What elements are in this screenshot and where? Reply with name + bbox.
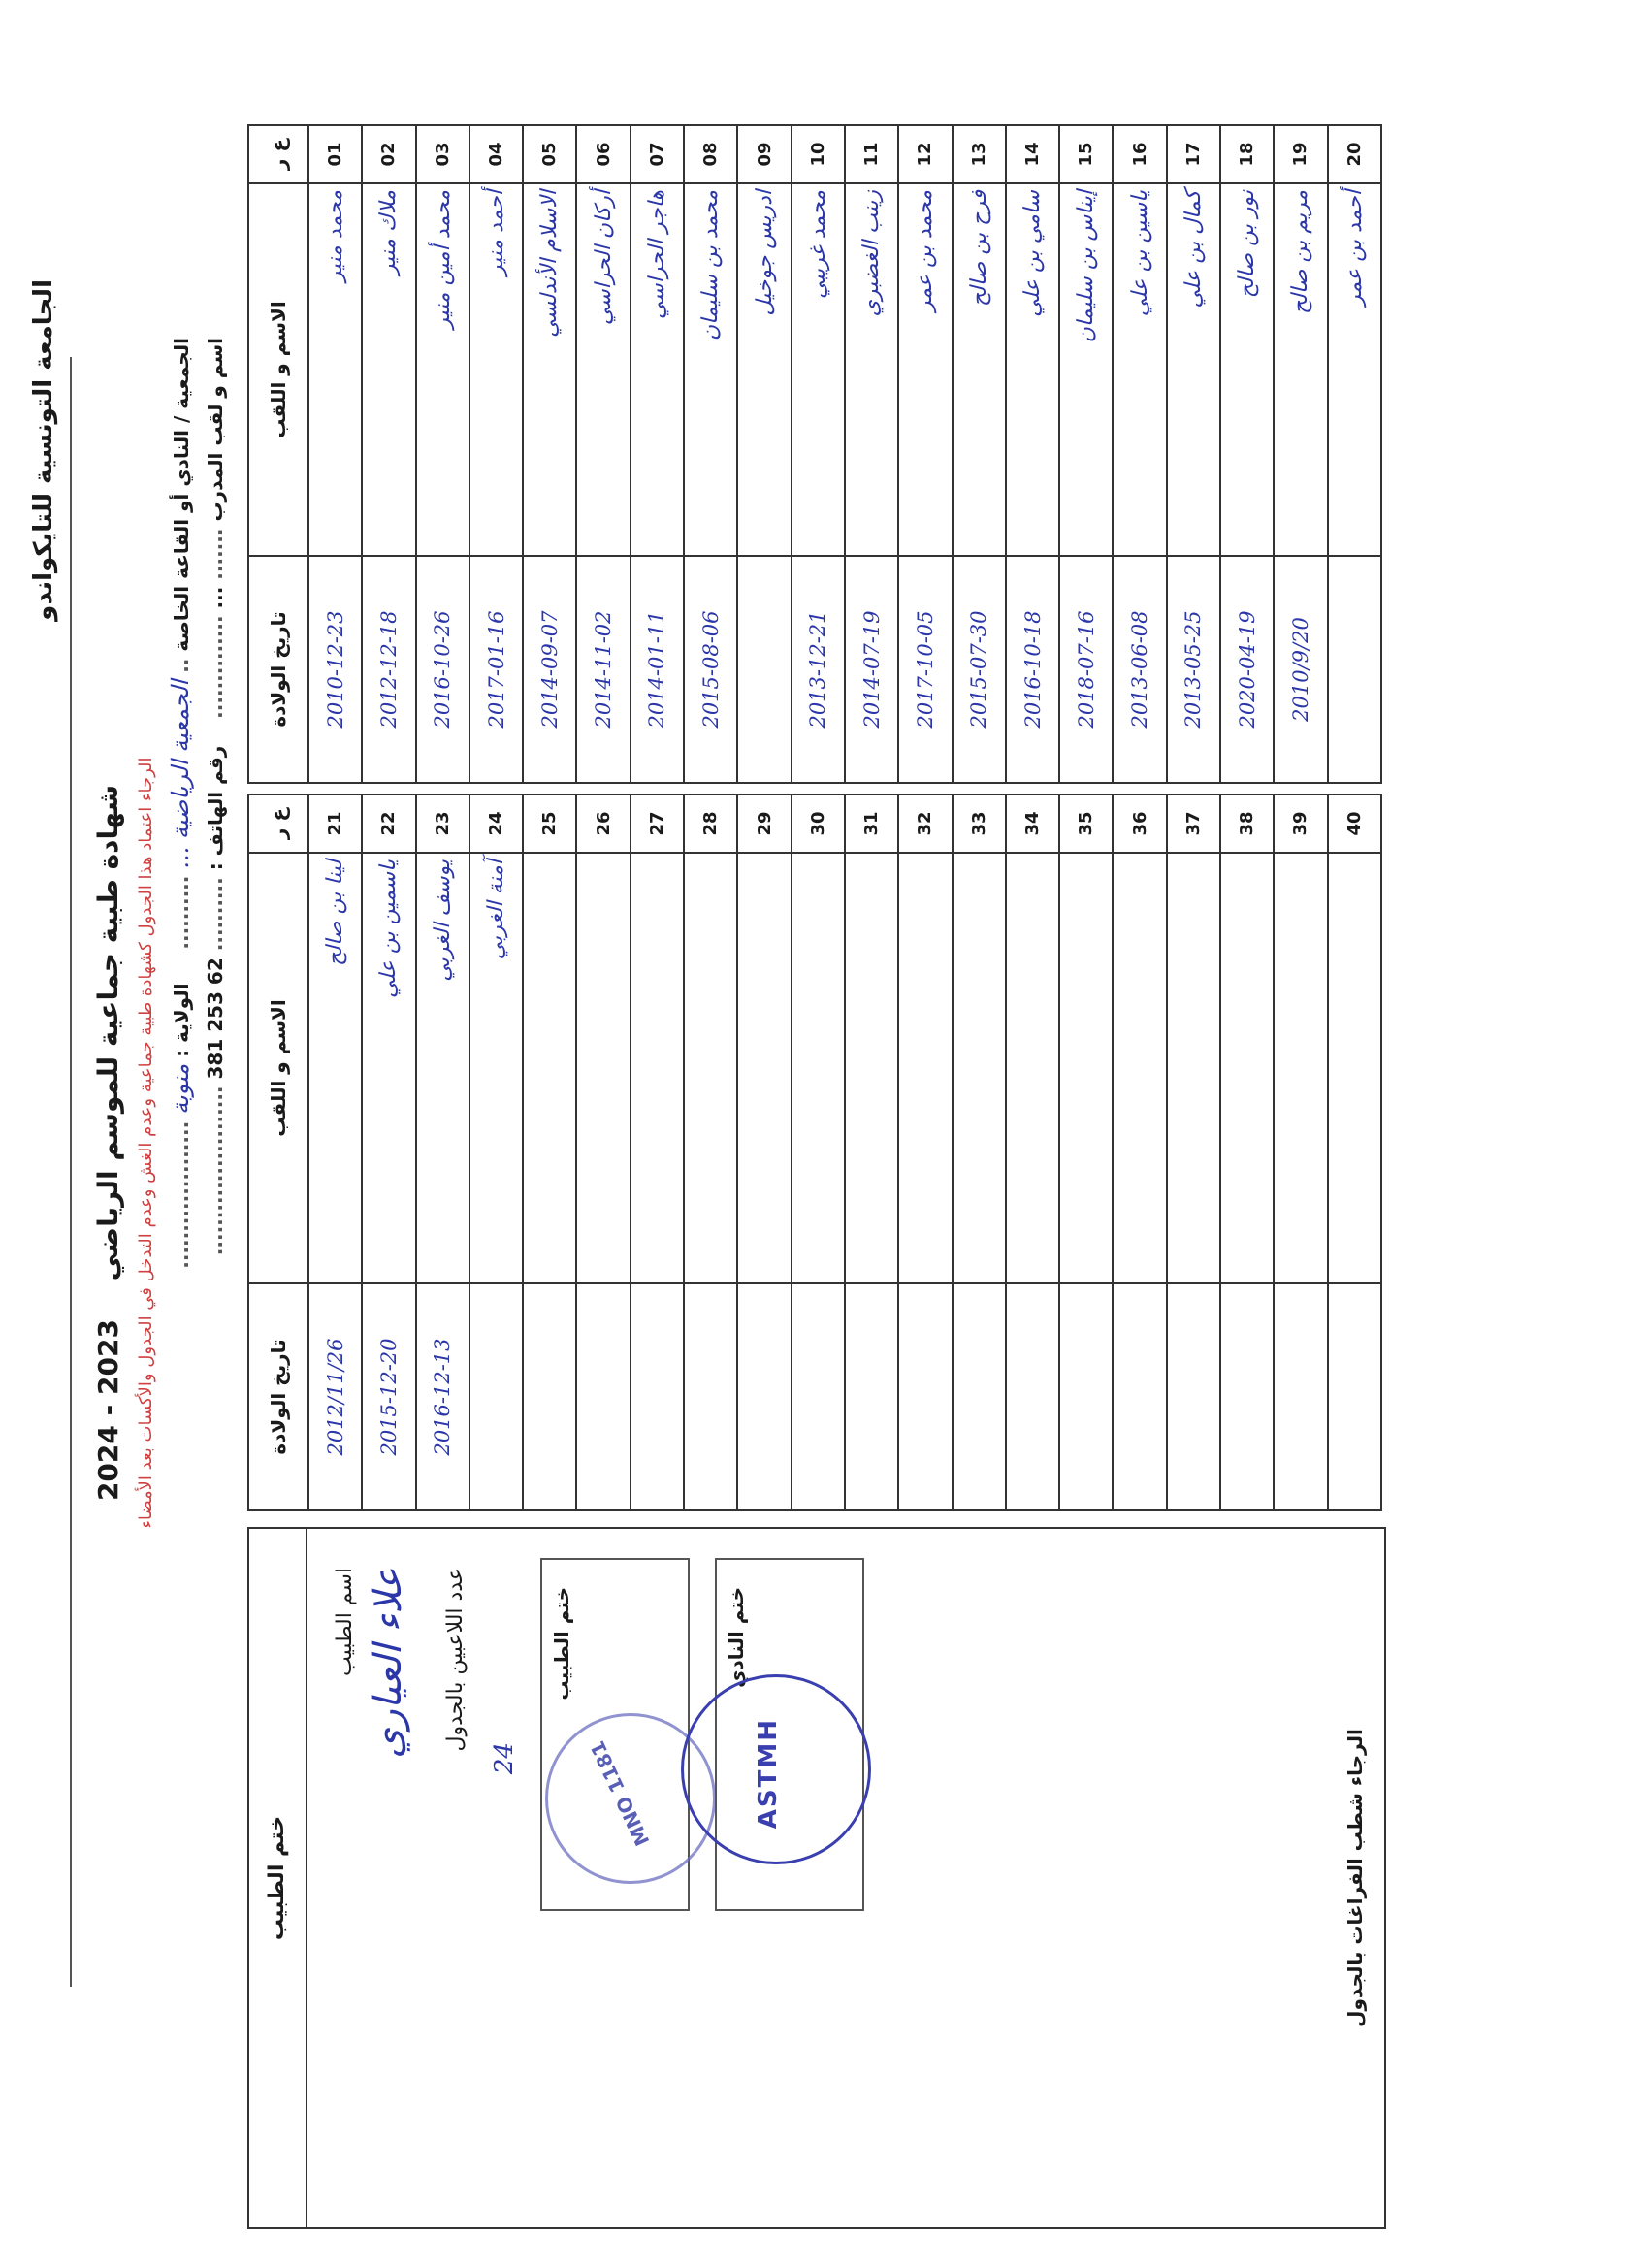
player-name — [1113, 853, 1166, 1283]
player-name — [576, 853, 630, 1283]
table-row — [416, 794, 469, 1510]
row-number: 19 — [1274, 125, 1327, 183]
player-dob: 2010/9/20 — [1274, 556, 1327, 783]
player-name: آمنة الغربي — [469, 853, 523, 1283]
row-number: 27 — [630, 794, 684, 853]
state-dots: .................... — [170, 1120, 193, 1269]
table-row — [684, 794, 737, 1510]
row-number: 34 — [1006, 794, 1059, 853]
table-row — [362, 125, 415, 783]
table-row — [523, 794, 576, 1510]
row-number: 35 — [1059, 794, 1113, 853]
row-number: 20 — [1328, 125, 1381, 183]
player-name: ياسمين بن علي — [362, 853, 415, 1283]
player-name: محمد أمين منير — [416, 183, 469, 556]
doctor-stamp-label: ختم الطبيب — [550, 1587, 573, 1701]
table-row — [1328, 794, 1381, 1510]
player-name: ملاك منير — [362, 183, 415, 556]
phone-dots: .......... — [204, 877, 227, 952]
table-row — [630, 794, 684, 1510]
player-name: أركان الحراسي — [576, 183, 630, 556]
player-dob — [523, 1283, 576, 1510]
footer-instruction: الرجاء شطب الفراغات بالجدول — [1343, 1729, 1367, 2027]
table-row — [953, 794, 1006, 1510]
player-name: زينب الغضبري — [845, 183, 898, 556]
row-number: 04 — [469, 125, 523, 183]
table-row — [308, 125, 362, 783]
row-number: 36 — [1113, 794, 1166, 853]
table-row — [630, 125, 684, 783]
player-dob: 2020-04-19 — [1220, 556, 1274, 783]
season-value: 2023 - 2024 — [92, 1319, 124, 1502]
table-row — [898, 125, 952, 783]
table-row — [1059, 125, 1113, 783]
row-number: 07 — [630, 125, 684, 183]
coach-info-row — [204, 338, 227, 1948]
player-dob — [898, 1283, 952, 1510]
player-dob — [1220, 1283, 1274, 1510]
player-name — [845, 853, 898, 1283]
table-row — [1006, 125, 1059, 783]
coach-value: ... — [204, 586, 227, 609]
row-number: 30 — [792, 794, 845, 853]
player-dob — [1328, 1283, 1381, 1510]
table-row — [469, 125, 523, 783]
player-name: ياسين بن علي — [1113, 183, 1166, 556]
doctor-signature: علاء العياري — [366, 1568, 410, 1759]
col-dob-header: تاريخ الولادة — [248, 1283, 308, 1510]
club-label: الجمعية / النادي أو القاعة الخاصة — [170, 338, 193, 652]
col-num-header: ع ر — [248, 125, 308, 183]
table-row — [898, 794, 952, 1510]
player-name — [1220, 853, 1274, 1283]
player-dob: 2016-10-26 — [416, 556, 469, 783]
coach-label: اسم و لقب المدرب — [204, 338, 227, 522]
row-number: 32 — [898, 794, 952, 853]
player-name: يوسف الغربي — [416, 853, 469, 1283]
player-dob: 2015-12-20 — [362, 1283, 415, 1510]
row-number: 09 — [737, 125, 791, 183]
row-number: 10 — [792, 125, 845, 183]
player-dob — [1274, 1283, 1327, 1510]
player-dob: 2014-09-07 — [523, 556, 576, 783]
club-info-row — [167, 338, 194, 1948]
player-name — [898, 853, 952, 1283]
player-dob — [1167, 1283, 1220, 1510]
header-rule — [70, 357, 72, 1987]
row-number: 05 — [523, 125, 576, 183]
player-dob — [1113, 1283, 1166, 1510]
player-dob: 2013-05-25 — [1167, 556, 1220, 783]
player-dob — [1328, 556, 1381, 783]
player-dob: 2012/11/26 — [308, 1283, 362, 1510]
club-stamp-label: ختم النادي — [725, 1587, 748, 1688]
federation-name: الجامعة التونسية للتايكواندو — [29, 279, 58, 621]
table-row — [308, 794, 362, 1510]
row-number: 24 — [469, 794, 523, 853]
player-name — [630, 853, 684, 1283]
col-name-header: الاسم و اللقب — [248, 183, 308, 556]
player-name: مريم بن صالح — [1274, 183, 1327, 556]
player-dob — [953, 1283, 1006, 1510]
table-row — [1113, 125, 1166, 783]
table-header-row — [248, 794, 308, 1510]
player-name: إيناس بن سليمان — [1059, 183, 1113, 556]
player-name: أحمد منير — [469, 183, 523, 556]
player-dob — [1059, 1283, 1113, 1510]
row-number: 11 — [845, 125, 898, 183]
row-number: 39 — [1274, 794, 1327, 853]
player-dob — [576, 1283, 630, 1510]
table-row — [1113, 794, 1166, 1510]
player-name: فرح بن صالح — [953, 183, 1006, 556]
row-number: 31 — [845, 794, 898, 853]
player-dob — [792, 1283, 845, 1510]
player-name — [523, 853, 576, 1283]
phone-dots-2: ....................... — [204, 1085, 227, 1256]
club-dots: .. — [170, 658, 193, 673]
player-name — [792, 853, 845, 1283]
player-name: لينا بن صالح — [308, 853, 362, 1283]
player-dob: 2015-07-30 — [953, 556, 1006, 783]
title-text: شهادة طبية جماعية للموسم الرياضي — [92, 784, 124, 1281]
doctor-name-label: اسم الطبيب — [333, 1568, 357, 1676]
player-dob — [469, 1283, 523, 1510]
player-name — [1328, 853, 1381, 1283]
player-dob: 2017-10-05 — [898, 556, 952, 783]
club-value: الجمعية الرياضية ... — [167, 679, 194, 869]
player-name: ادريس جوخيل — [737, 183, 791, 556]
table-row — [469, 794, 523, 1510]
table-row — [737, 794, 791, 1510]
row-number: 12 — [898, 125, 952, 183]
player-name — [1006, 853, 1059, 1283]
player-dob: 2012-12-18 — [362, 556, 415, 783]
player-dob: 2014-07-19 — [845, 556, 898, 783]
document-title — [92, 338, 124, 1948]
table-row — [523, 125, 576, 783]
row-number: 17 — [1167, 125, 1220, 183]
player-name — [1167, 853, 1220, 1283]
table-row — [1167, 794, 1220, 1510]
row-number: 16 — [1113, 125, 1166, 183]
table-row — [416, 125, 469, 783]
row-number: 28 — [684, 794, 737, 853]
row-number: 23 — [416, 794, 469, 853]
player-dob: 2018-07-16 — [1059, 556, 1113, 783]
doctor-stamp-seal-text: 1181 MNO — [585, 1737, 655, 1850]
player-name — [953, 853, 1006, 1283]
row-number: 26 — [576, 794, 630, 853]
table-row — [737, 125, 791, 783]
table-row — [684, 125, 737, 783]
instruction-note: الرجاء اعتماد هذا الجدول كشهادة طبية جماعية وعدم الغش وعدم التدخل في الجدول والأكسات بعد الأمضاء — [136, 757, 156, 1529]
player-name: محمد بن سليمان — [684, 183, 737, 556]
player-dob — [684, 1283, 737, 1510]
coach-dots: ....... — [204, 528, 227, 580]
row-number: 08 — [684, 125, 737, 183]
table-row — [576, 125, 630, 783]
player-name: الاسلام الأندلسي — [523, 183, 576, 556]
table-row — [576, 794, 630, 1510]
roster-body-left — [308, 125, 1381, 783]
table-row — [1274, 125, 1327, 783]
player-dob: 2013-12-21 — [792, 556, 845, 783]
player-name: محمد منير — [308, 183, 362, 556]
player-dob: 2013-06-08 — [1113, 556, 1166, 783]
row-number: 25 — [523, 794, 576, 853]
row-number: 40 — [1328, 794, 1381, 853]
player-dob — [1006, 1283, 1059, 1510]
col-dob-header: تاريخ الولادة — [248, 556, 308, 783]
row-number: 02 — [362, 125, 415, 183]
row-number: 22 — [362, 794, 415, 853]
table-row — [1328, 125, 1381, 783]
state-value: منوبة — [167, 1063, 194, 1115]
row-number: 38 — [1220, 794, 1274, 853]
player-name: أحمد بن عمر — [1328, 183, 1381, 556]
player-dob: 2014-11-02 — [576, 556, 630, 783]
col-name-header: الاسم و اللقب — [248, 853, 308, 1283]
player-dob — [630, 1283, 684, 1510]
player-name — [1059, 853, 1113, 1283]
row-number: 14 — [1006, 125, 1059, 183]
player-name: هاجر الحراسي — [630, 183, 684, 556]
player-dob: 2017-01-16 — [469, 556, 523, 783]
roster-table-right — [247, 794, 1382, 1511]
player-name: سامي بن علي — [1006, 183, 1059, 556]
coach-dots-2: .............. — [204, 615, 227, 719]
club-stamp-seal-text: ASTMH — [754, 1718, 783, 1830]
player-name: محمد غريبي — [792, 183, 845, 556]
players-count-label: عدد اللاعبين بالجدول — [443, 1568, 468, 1752]
player-dob: 2014-01-11 — [630, 556, 684, 783]
player-dob: 2015-08-06 — [684, 556, 737, 783]
roster-table-left — [247, 124, 1382, 784]
row-number: 13 — [953, 125, 1006, 183]
player-name — [737, 853, 791, 1283]
row-number: 06 — [576, 125, 630, 183]
player-dob: 2016-12-13 — [416, 1283, 469, 1510]
table-row — [953, 125, 1006, 783]
stamp-panel — [247, 1527, 1386, 2229]
table-row — [792, 125, 845, 783]
row-number: 37 — [1167, 794, 1220, 853]
row-number: 03 — [416, 125, 469, 183]
club-dots-2: .......... — [170, 875, 193, 950]
player-name: نور بن صالح — [1220, 183, 1274, 556]
player-name — [684, 853, 737, 1283]
row-number: 29 — [737, 794, 791, 853]
player-dob: 2016-10-18 — [1006, 556, 1059, 783]
table-row — [845, 794, 898, 1510]
table-row — [1220, 794, 1274, 1510]
phone-value: 62 253 381 — [204, 957, 227, 1080]
roster-area — [247, 124, 1382, 2229]
player-name — [1274, 853, 1327, 1283]
player-dob — [737, 556, 791, 783]
table-header-row — [248, 125, 308, 783]
doctor-stamp-header: ختم الطبيب — [249, 1529, 307, 2227]
player-dob — [845, 1283, 898, 1510]
table-row — [1274, 794, 1327, 1510]
row-number: 33 — [953, 794, 1006, 853]
phone-label: رقم الهاتف : — [204, 745, 227, 871]
player-dob — [737, 1283, 791, 1510]
table-row — [362, 794, 415, 1510]
table-row — [845, 125, 898, 783]
row-number: 21 — [308, 794, 362, 853]
state-label: الولاية : — [170, 983, 193, 1057]
table-row — [1059, 794, 1113, 1510]
player-name: محمد بن عمر — [898, 183, 952, 556]
row-number: 18 — [1220, 125, 1274, 183]
table-row — [1006, 794, 1059, 1510]
table-row — [792, 794, 845, 1510]
player-dob: 2010-12-23 — [308, 556, 362, 783]
players-count-value: 24 — [490, 1742, 519, 1775]
table-row — [1167, 125, 1220, 783]
row-number: 15 — [1059, 125, 1113, 183]
row-number: 01 — [308, 125, 362, 183]
roster-body-right — [308, 794, 1381, 1510]
table-row — [1220, 125, 1274, 783]
player-name: كمال بن علي — [1167, 183, 1220, 556]
col-num-header: ع ر — [248, 794, 308, 853]
